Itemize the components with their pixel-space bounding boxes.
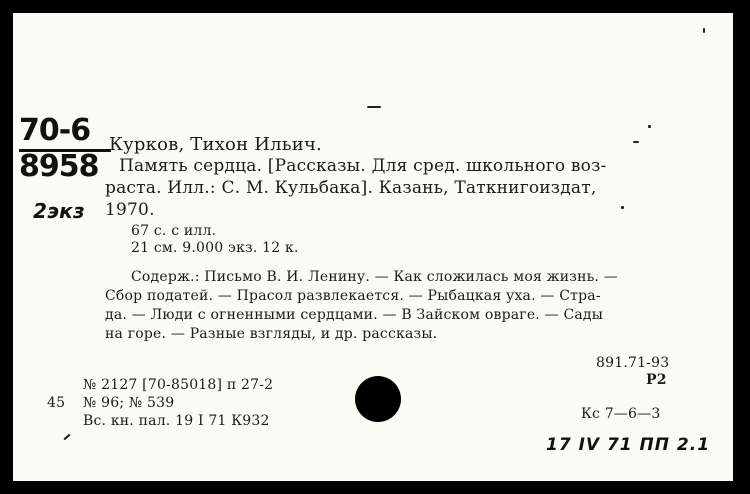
kc-code: Кс 7—6—3 [581, 406, 661, 422]
filing-hole [355, 376, 401, 422]
contents-line-1: Содерж.: Письмо В. И. Ленину. — Как сложилась моя жизнь. — [131, 269, 618, 285]
pages-info: 67 с. с илл. [131, 223, 217, 239]
contents-line-3: да. — Люди с огненными сердцами. — В Зайском овраге. — Сады [105, 307, 604, 323]
speck [63, 434, 70, 441]
title-line-1: Память сердца. [Рассказы. Для сред. школьного воз- [119, 156, 607, 176]
speck [648, 125, 651, 128]
footer-prefix: 45 [47, 395, 66, 411]
catalog-card [13, 13, 733, 481]
contents-line-4: на горе. — Разные взгляды, и др. рассказы. [105, 326, 438, 342]
udc-code: 891.71-93 [596, 355, 670, 371]
size-print-run: 21 см. 9.000 экз. 12 к. [131, 240, 299, 256]
speck [367, 106, 381, 108]
speck [633, 141, 639, 143]
footer-line-1: № 2127 [70-85018] п 27-2 [83, 377, 274, 393]
title-line-2: раста. Илл.: С. М. Кульбака]. Казань, Таткнигоиздат, [105, 178, 597, 198]
speck [621, 206, 624, 209]
handwritten-shelf-top: 70-6 [19, 113, 91, 148]
udc-subcode: Р2 [646, 372, 667, 388]
speck [703, 28, 705, 33]
handwritten-shelf-bottom: 8958 [19, 149, 99, 184]
contents-line-2: Сбор податей. — Прасол развлекается. — Рыбацкая уха. — Стра- [105, 288, 601, 304]
handwritten-date-note: 17 IV 71 ПП 2.1 [546, 435, 711, 455]
handwritten-copies: 2экз [33, 199, 85, 223]
publication-year: 1970. [105, 200, 155, 220]
footer-line-3: Вс. кн. пал. 19 I 71 К932 [83, 413, 270, 429]
footer-line-2: № 96; № 539 [83, 395, 175, 411]
author-heading: Курков, Тихон Ильич. [109, 134, 322, 155]
